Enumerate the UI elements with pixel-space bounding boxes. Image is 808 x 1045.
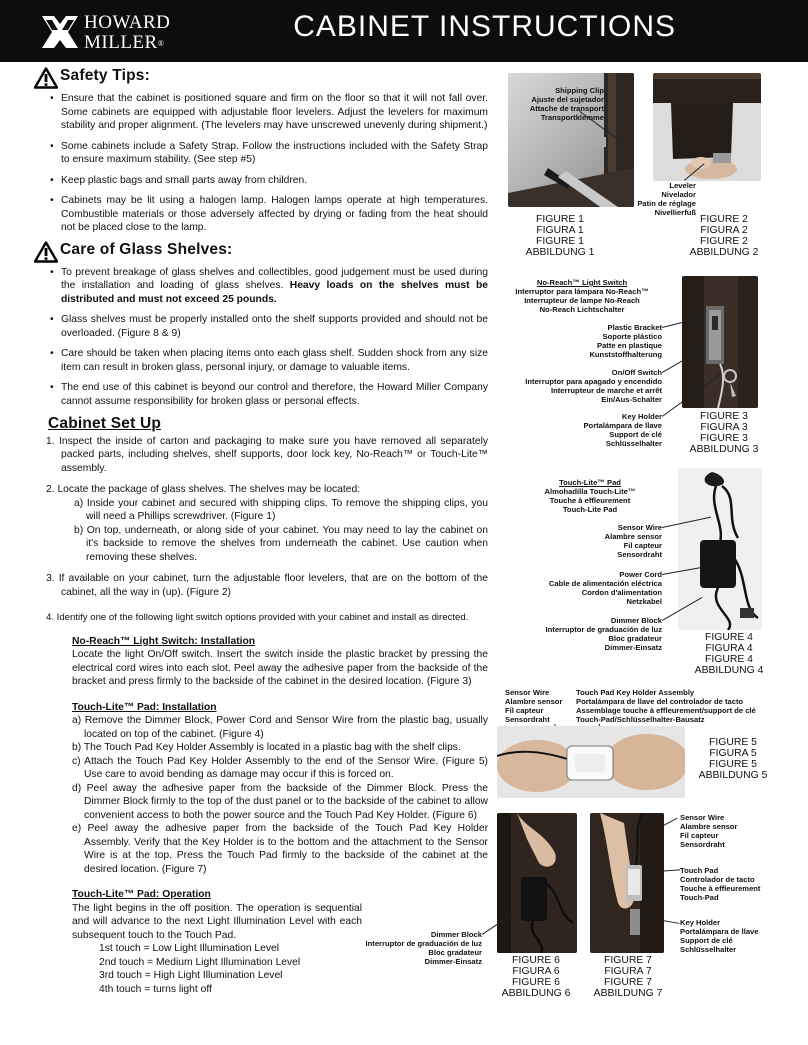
fig3-title: No-Reach™ Light Switch: [536, 278, 628, 287]
fig4-dimmer-line: Bloc gradateur: [608, 634, 662, 643]
fig3-onoff-line: Ein/Aus-Schalter: [601, 395, 662, 404]
fig6-dimmer-label: [356, 930, 482, 966]
fig3-bracket-line: Patte en plastique: [597, 341, 662, 350]
fig4-dimmer-label: [520, 616, 662, 652]
glass-item-3: • Care should be taken when placing items onto each glass shelf. Sudden shock from any size item can result in broken glass, personal injury, or damage to valuable items.: [46, 347, 488, 374]
fig2-label-line: Nivellierfuß: [654, 208, 696, 217]
fig4-power-line: Cordon d'alimentation: [581, 588, 662, 597]
fig4-caption-line: ABBILDUNG 4: [694, 665, 764, 676]
fig3-caption-line: FIGURE 3: [700, 411, 748, 422]
fig4-caption-line: FIGURE 4: [705, 654, 753, 665]
fig2-caption-line: FIGURE 2: [700, 214, 748, 225]
fig4-dimmer-line: Dimmer Block: [610, 616, 662, 625]
figure-3-photo: [682, 276, 758, 408]
safety-item-3: • Keep plastic bags and small parts away from children.: [46, 174, 488, 188]
glass-item-1: [46, 266, 488, 307]
touch-install-d: d) Peel away the adhesive paper from the backside of the Dimmer Block. Press the Dimmer Block firmly to the top of the dust panel or to the backside of the cabinet to allow convenient access to both the power source and the Touch Pad Key Holder. (Figure 6): [72, 782, 488, 821]
figure-5-caption: [688, 737, 778, 781]
fig2-label-line: Nivelador: [661, 190, 696, 199]
safety-item-1: • Ensure that the cabinet is positioned square and firm on the floor so that it will not fall over. Some cabinets are equipped with adjustable floor levelers. Adjust the levelers for maximum stability and proper alignment. (The levelers may have unscrewed unevenly during shipment.): [46, 92, 488, 133]
fig5-sensor-line: Sensor Wire: [505, 688, 550, 697]
setup-step-1: 1. Inspect the inside of carton and packaging to make sure you have removed all separately packed parts, including shelves, shelf supports, door lock key, No-Reach™ or Touch-Lite™ assembly.: [46, 435, 488, 474]
fig5-caption-line: FIGURE 5: [709, 737, 757, 748]
fig7-key-line: Support de clé: [680, 936, 733, 945]
fig4-power-line: Netzkabel: [626, 597, 662, 606]
fig1-label-line: Transportklemme: [540, 113, 604, 122]
touch-install-e: e) Peel away the adhesive paper from the backside of the Touch Pad Key Holder Assembly. Verify that the Key Holder is to the bottom and the attachment to the Sensor Wire is at the top. Press the Touch Pad firmly to the backside of the cabinet at the desired location. (Figure 7): [72, 823, 488, 875]
fig3-onoff-label: [510, 368, 662, 404]
setup-step-2a: a) Inside your cabinet and secured with shipping clips. To remove the shipping clips, you will need a Phillips screwdriver. (Figure 1): [74, 497, 488, 522]
fig5-caption-line: FIGURE 5: [709, 759, 757, 770]
registered-mark: ®: [157, 39, 165, 48]
fig4-title-line: Almohadilla Touch-Lite™: [544, 487, 636, 496]
fig4-power-label: [520, 570, 662, 606]
fig4-sensor-line: Fil capteur: [623, 541, 662, 550]
touch-install-a: a) Remove the Dimmer Block, Power Cord and Sensor Wire from the plastic bag, usually located on top of the cabinet. (Figure 4): [72, 715, 488, 740]
fig3-key-line: Portalámpara de llave: [583, 421, 662, 430]
setup-step-2b: b) On top, underneath, or along side of your cabinet. You may need to lay the cabinet on it's backside to remove the shelves from underneath the cabinet. Use caution when removing these shelves.: [74, 524, 488, 563]
fig3-onoff-line: Interrupteur de marche et arrêt: [551, 386, 662, 395]
fig3-bracket-line: Soporte plástico: [602, 332, 662, 341]
glass-title: Care of Glass Shelves:: [60, 240, 233, 258]
header-bar: [0, 0, 808, 62]
fig6-caption-line: FIGURE 6: [512, 955, 560, 966]
safety-title: Safety Tips:: [60, 67, 150, 84]
fig7-caption-line: ABBILDUNG 7: [593, 988, 663, 999]
fig2-leveler-label: [620, 181, 696, 217]
fig4-dimmer-line: Dimmer-Einsatz: [604, 643, 662, 652]
fig3-onoff-line: On/Off Switch: [611, 368, 662, 377]
fig7-pad-line: Touch Pad: [680, 866, 719, 875]
fig3-bracket-label: [560, 323, 662, 359]
fig1-caption-line: FIGURE 1: [536, 214, 584, 225]
fig1-caption-line: ABBILDUNG 1: [525, 247, 595, 258]
fig4-title: Touch-Lite™ Pad: [559, 478, 621, 487]
figure-2-photo: [653, 73, 761, 181]
touch-install-heading: Touch-Lite™ Pad: Installation: [72, 701, 217, 713]
fig3-key-line: Key Holder: [621, 412, 662, 421]
fig4-sensor-line: Sensordraht: [617, 550, 662, 559]
figure-7-photo: [590, 813, 664, 953]
fig7-pad-line: Touche à effleurement: [680, 884, 761, 893]
setup-step-3: 3. If available on your cabinet, turn the adjustable floor levelers, that are on the bottom of the cabinet, all the way in (up). (Figure 2): [46, 573, 488, 598]
fig7-sensor-label: [680, 813, 770, 849]
touch-op-text: The light begins in the off position. The operation is sequential and will advance to the next Light Illumination Level with each subsequent touch to the Touch Pad.: [72, 902, 362, 941]
fig3-key-line: Schlüsselhalter: [605, 439, 662, 448]
fig4-dimmer-line: Interruptor de graduación de luz: [545, 625, 662, 634]
fig7-sensor-line: Alambre sensor: [680, 822, 738, 831]
warning-icon: [34, 67, 58, 89]
figure-3-caption: [682, 411, 766, 455]
howard-miller-logo: [40, 10, 190, 56]
touch-level-3: 3rd touch = High Light Illumination Level: [99, 970, 283, 981]
fig3-caption-line: FIGURE 3: [700, 433, 748, 444]
fig6-dimmer-line: Bloc gradateur: [428, 948, 482, 957]
fig5-sensor-line: Sensordraht: [505, 715, 550, 724]
fig2-label-line: Leveler: [669, 181, 696, 190]
fig4-sensor-line: Alambre sensor: [604, 532, 662, 541]
fig1-label-line: Shipping Clip: [555, 86, 604, 95]
fig5-assembly-line: Touch-Pad/Schlüsselhalter-Bausatz: [576, 715, 705, 724]
figure-4-photo: [678, 468, 762, 630]
fig2-caption-line: FIGURA 2: [700, 225, 748, 236]
figure-5-photo: [497, 726, 685, 798]
fig1-shipping-clip-label: [508, 86, 604, 122]
noreach-text: Locate the light On/Off switch. Insert the switch inside the plastic bracket by pressing the electrical cord wires into each slot. Peel away the adhesive paper from the backside of the bracket and press firmly to the backside of the cabinet in the desired location. (Figure 3): [72, 649, 488, 687]
setup-step-2: 2. Locate the package of glass shelves. The shelves may be located:: [46, 484, 361, 495]
instructions-column: [46, 68, 488, 996]
fig5-sensor-line: Alambre sensor: [505, 697, 563, 706]
fig5-assembly-line: Assemblage touche à effleurement/support de clé: [576, 706, 756, 715]
brand-line-2: [84, 32, 164, 54]
glass-load-warning: Heavy loads on the shelves must be distributed and must not exceed 25 pounds.: [61, 280, 489, 305]
fig3-onoff-line: Interruptor para apagado y encendido: [525, 377, 662, 386]
fig4-power-line: Cable de alimentación eléctrica: [548, 579, 662, 588]
fig7-key-label: [680, 918, 770, 954]
touch-op-heading: Touch-Lite™ Pad: Operation: [72, 889, 211, 900]
fig6-caption-line: FIGURA 6: [512, 966, 560, 977]
fig7-key-line: Key Holder: [680, 918, 721, 927]
glass-heading: [46, 242, 488, 264]
setup-title: Cabinet Set Up: [48, 415, 162, 432]
fig1-label-line: Attache de transport: [529, 104, 604, 113]
page-title: CABINET INSTRUCTIONS: [293, 10, 676, 43]
fig7-pad-line: Controlador de tacto: [680, 875, 755, 884]
fig4-caption-line: FIGURE 4: [705, 632, 753, 643]
fig3-bracket-line: Kunststoffhalterung: [589, 350, 662, 359]
fig5-assembly-line: Touch Pad Key Holder Assembly: [576, 688, 695, 697]
fig7-caption-line: FIGURE 7: [604, 977, 652, 988]
fig4-sensor-line: Sensor Wire: [617, 523, 662, 532]
fig3-bracket-line: Plastic Bracket: [607, 323, 662, 332]
fig7-caption-line: FIGURE 7: [604, 955, 652, 966]
figure-6-caption: [498, 955, 574, 999]
figure-4-caption: [684, 632, 774, 676]
fig6-dimmer-line: Dimmer-Einsatz: [424, 957, 482, 966]
fig6-dimmer-line: Dimmer Block: [430, 930, 482, 939]
fig4-title-label: [540, 478, 640, 514]
brand-line-1: HOWARD: [84, 12, 171, 33]
fig2-caption-line: ABBILDUNG 2: [689, 247, 759, 258]
safety-heading: [46, 68, 488, 90]
fig2-caption-line: FIGURE 2: [700, 236, 748, 247]
fig7-key-line: Schlüsselhalter: [680, 945, 737, 954]
fig3-title-line: Interrupteur de lampe No-Reach: [524, 296, 640, 305]
touch-install-c: c) Attach the Touch Pad Key Holder Assembly to the end of the Sensor Wire. (Figure 5) Use care to avoid bending as damage may occur if this is forced on.: [72, 755, 488, 780]
fig7-sensor-line: Sensor Wire: [680, 813, 725, 822]
fig7-sensor-line: Fil capteur: [680, 831, 719, 840]
fig3-caption-line: ABBILDUNG 3: [689, 444, 759, 455]
fig3-caption-line: FIGURA 3: [700, 422, 748, 433]
touch-level-2: 2nd touch = Medium Light Illumination Level: [99, 956, 301, 968]
logo-mark-icon: [40, 12, 80, 52]
fig2-label-line: Patin de réglage: [637, 199, 696, 208]
fig5-caption-line: FIGURA 5: [709, 748, 757, 759]
fig1-caption-line: FIGURE 1: [536, 236, 584, 247]
fig5-assembly-label: [576, 688, 766, 724]
fig5-caption-line: ABBILDUNG 5: [698, 770, 768, 781]
fig3-title-line: No-Reach Lichtschalter: [539, 305, 625, 314]
fig1-label-line: Ajuste del sujetador: [531, 95, 604, 104]
fig3-title-label: [512, 278, 652, 314]
brand-name: MILLER: [84, 32, 158, 53]
figure-2-caption: [684, 214, 764, 258]
fig7-key-line: Portalámpara de llave: [680, 927, 759, 936]
fig3-key-line: Support de clé: [609, 430, 662, 439]
fig7-pad-label: [680, 866, 770, 902]
noreach-heading: No-Reach™ Light Switch: Installation: [72, 635, 256, 647]
fig7-sensor-line: Sensordraht: [680, 840, 725, 849]
glass-item-2: • Glass shelves must be properly installed onto the shelf supports provided and should not be overloaded. (Figure 8 & 9): [46, 313, 488, 340]
fig5-assembly-line: Portalámpara de llave del controlador de tacto: [576, 697, 744, 706]
safety-item-4: • Cabinets may be lit using a halogen lamp. Halogen lamps operate at high temperatures. Combustible materials or those adversely affected by drying or fading from the heat should not be placed close to the lamp.: [46, 194, 488, 235]
fig4-sensor-label: [570, 523, 662, 559]
fig3-title-line: Interruptor para lámpara No-Reach™: [515, 287, 649, 296]
fig6-caption-line: FIGURE 6: [512, 977, 560, 988]
fig6-caption-line: ABBILDUNG 6: [501, 988, 571, 999]
fig4-caption-line: FIGURA 4: [705, 643, 753, 654]
safety-item-2: • Some cabinets include a Safety Strap. Follow the instructions included with the Safety Strap to ensure maximum stability. (See step #5): [46, 140, 488, 167]
fig3-key-label: [560, 412, 662, 448]
figure-6-photo: [497, 813, 577, 953]
fig5-sensor-line: Fil capteur: [505, 706, 544, 715]
fig7-caption-line: FIGURA 7: [604, 966, 652, 977]
fig7-pad-line: Touch-Pad: [680, 893, 719, 902]
setup-step-4: 4. Identify one of the following light switch options provided with your cabinet and install as directed.: [46, 612, 469, 623]
touch-install-b: b) The Touch Pad Key Holder Assembly is located in a plastic bag with the shelf clips.: [72, 742, 461, 753]
fig5-sensor-label: [505, 688, 569, 724]
warning-icon: [34, 241, 58, 263]
fig1-caption-line: FIGURA 1: [536, 225, 584, 236]
touch-level-4: 4th touch = turns light off: [99, 983, 212, 995]
glass-item-4: • The end use of this cabinet is beyond our control and therefore, the Howard Miller Company cannot assume responsibility for broken glass or personal effects.: [46, 381, 488, 408]
touch-level-1: 1st touch = Low Light Illumination Level: [99, 943, 280, 954]
fig4-title-line: Touch-Lite Pad: [562, 505, 618, 514]
fig4-title-line: Touche à effleurement: [549, 496, 631, 505]
figure-7-caption: [590, 955, 666, 999]
fig6-dimmer-line: Interruptor de graduación de luz: [365, 939, 482, 948]
glass-item-1-text: To prevent breakage of glass shelves and collectibles, good judgement must be used during the installation and loading of glass shelves.: [61, 266, 488, 291]
fig4-power-line: Power Cord: [619, 570, 662, 579]
figure-1-caption: [496, 214, 624, 258]
